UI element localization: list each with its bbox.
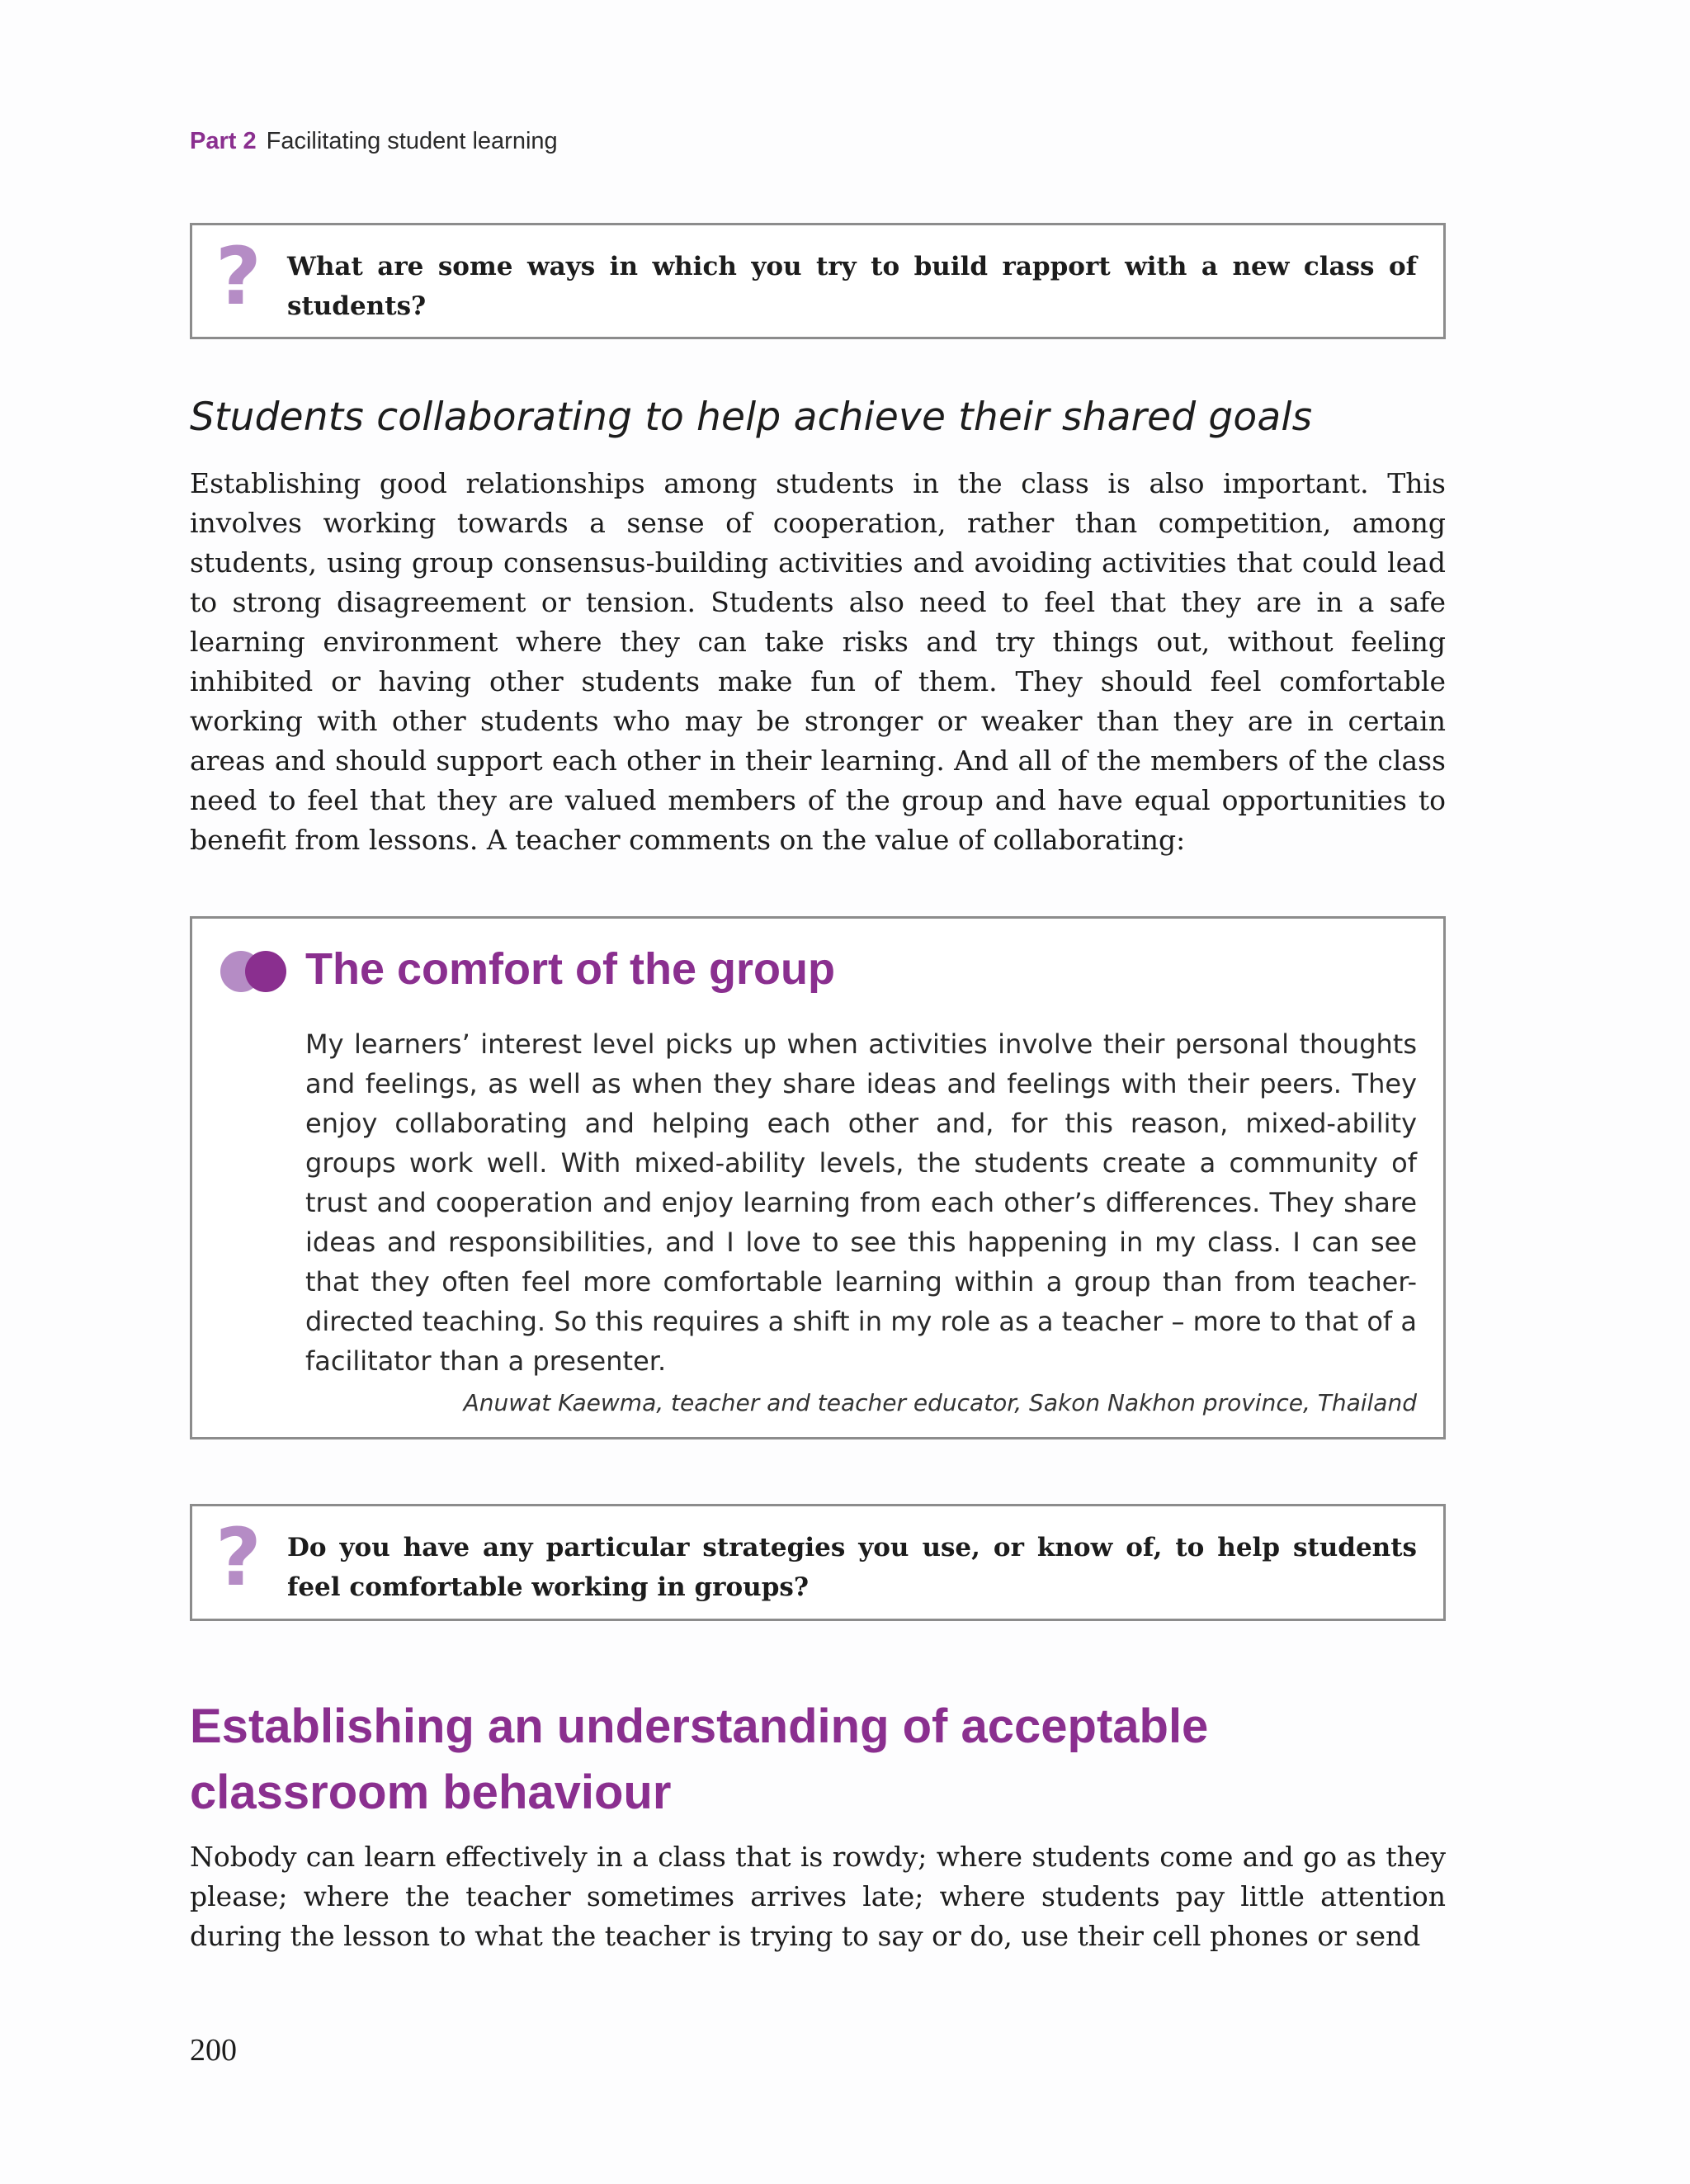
subheading: Students collaborating to help achieve their shared goals xyxy=(190,395,1313,440)
question-mark-icon: ? xyxy=(215,1511,262,1604)
speech-bubbles-icon xyxy=(220,949,287,994)
question-mark-icon: ? xyxy=(215,230,262,323)
body-paragraph-2: Nobody can learn effectively in a class that is rowdy; where students come and go as they please; where the teacher sometimes arrives late; where students pay little attention during the lesson to what the teacher is trying to say or do, use their cell phones or send xyxy=(190,1841,1446,1952)
reflection-question-text-2: Do you have any particular strategies you use, or know of, to help students feel comfortable working in groups? xyxy=(287,1533,1417,1602)
body-paragraph-1: Establishing good relationships among students in the class is also important. This involves working towards a sense of cooperation, rather than competition, among students, using group consensus-building activities and avoiding activities that could lead to strong disagreement or tension. Students also need to feel that they are in a safe learning environment where they can take risks and try things out, without feeling inhibited or having other students make fun of them. They should feel comfortable working with other students who may be stronger or weaker than they are in certain areas and should support each other in their learning. And all of the members of the class need to feel that they are valued members of the group and have equal opportunities to benefit from lessons. A teacher comments on the value of collaborating: xyxy=(190,467,1446,856)
section-heading-line-2: classroom behaviour xyxy=(190,1766,672,1819)
teacher-quote-box xyxy=(190,916,1446,1439)
running-head-part: Part 2 xyxy=(190,128,257,154)
quote-text: My learners’ interest level picks up when activities involve their personal thoughts and feelings, as well as when they share ideas and feelings with their peers. They enjoy collaborating and helping each other and, for this reason, mixed-ability groups work well. With mixed-ability levels, the students create a community of trust and cooperation and enjoy learning from each other’s differences. They share ideas and responsibilities, and I love to see this happening in my class. I can see that they often feel more comfortable learning within a group than from teacher-directed teaching. So this requires a shift in my role as a teacher – more to that of a facilitator than a presenter. xyxy=(305,1028,1417,1377)
running-head-title: Facilitating student learning xyxy=(266,128,558,154)
running-head xyxy=(190,128,558,155)
book-page xyxy=(190,0,1452,2184)
section-heading-line-1: Establishing an understanding of acceptable xyxy=(190,1699,1209,1753)
quote-title: The comfort of the group xyxy=(305,944,835,994)
reflection-question-box-1 xyxy=(190,223,1446,339)
page-number: 200 xyxy=(190,2033,237,2068)
quote-attribution: Anuwat Kaewma, teacher and teacher educator, Sakon Nakhon province, Thailand xyxy=(463,1389,1417,1416)
reflection-question-text-1: What are some ways in which you try to build rapport with a new class of students? xyxy=(287,252,1417,321)
reflection-question-box-2 xyxy=(190,1504,1446,1621)
section-heading xyxy=(190,1694,1208,1826)
